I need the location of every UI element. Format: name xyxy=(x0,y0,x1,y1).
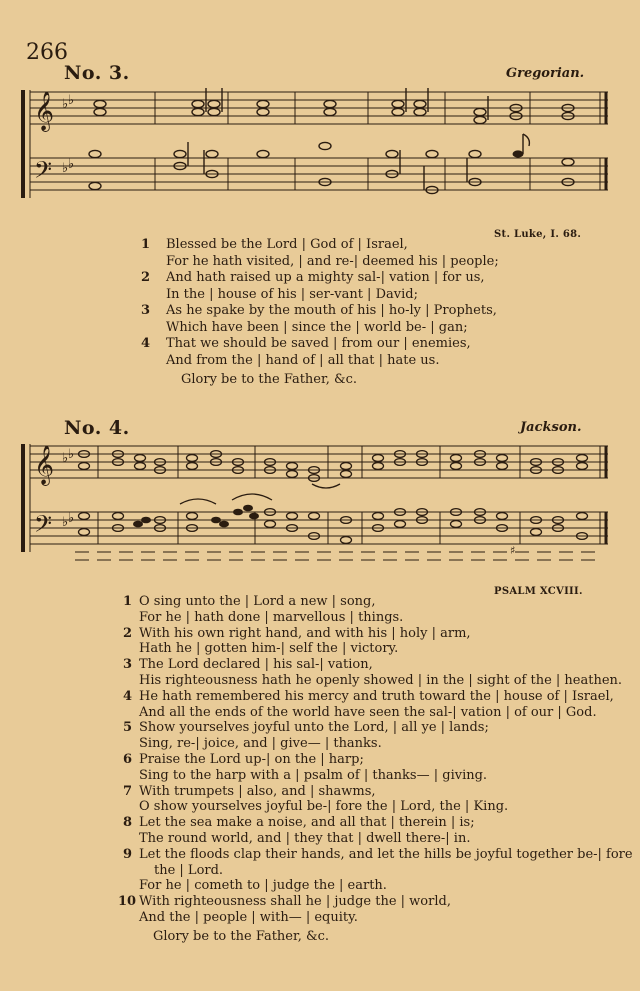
verse-line: And hath raised up a mighty sal-| vation | for us, xyxy=(166,270,485,285)
verse xyxy=(140,237,499,270)
verse-line: For he hath visited, | and re-| deemed his | people; xyxy=(166,253,499,269)
svg-text:♭: ♭ xyxy=(68,447,75,462)
verse-number: 7 xyxy=(122,783,132,799)
verse-line: And all the ends of the world have seen the sal-| vation | of our | God. xyxy=(139,704,597,720)
verse-line: O sing unto the | Lord a new | song, xyxy=(139,594,376,609)
verse xyxy=(140,270,499,303)
verse xyxy=(124,784,633,816)
verse-number: 4 xyxy=(122,688,132,704)
verse-line: His righteousness hath he openly showed | in the | sight of the | heathen. xyxy=(139,672,623,688)
verse-line: With trumpets | also, and | shawms, xyxy=(139,783,376,799)
verse-number: 3 xyxy=(140,303,150,318)
verse-number: 10 xyxy=(118,894,137,910)
verse-line: Show yourselves joyful unto the Lord, | all ye | lands; xyxy=(139,720,489,736)
verse xyxy=(124,847,633,894)
verse xyxy=(124,657,633,689)
svg-text:𝄞: 𝄞 xyxy=(34,91,55,131)
hymn-4-music-score xyxy=(20,440,620,570)
verse-number: 6 xyxy=(122,751,132,767)
svg-text:♭: ♭ xyxy=(68,93,75,108)
verse-number: 9 xyxy=(122,846,132,862)
verse-number: 2 xyxy=(122,625,132,641)
hymn-4-verses xyxy=(118,594,633,945)
svg-text:𝄞: 𝄞 xyxy=(34,445,55,485)
sharp-sign: ♯ xyxy=(510,544,516,557)
verse xyxy=(140,303,499,336)
verse-number: 1 xyxy=(140,237,150,252)
svg-text:♭: ♭ xyxy=(62,97,69,112)
svg-text:♭: ♭ xyxy=(62,451,69,466)
verse-line: That we should be saved | from our | enemies, xyxy=(166,336,471,351)
verse xyxy=(124,594,633,626)
svg-text:♭: ♭ xyxy=(68,157,75,172)
svg-text:♭: ♭ xyxy=(62,161,69,176)
verse-number: 2 xyxy=(140,270,150,285)
verse-line: And from the | hand of | all that | hate us. xyxy=(166,352,440,368)
verse-line: As he spake by the mouth of his | ho-ly | Prophets, xyxy=(166,303,497,318)
verse xyxy=(124,720,633,752)
verse xyxy=(124,815,633,847)
verse-number: 3 xyxy=(122,657,132,673)
verse-line: With his own right hand, and with his | holy | arm, xyxy=(139,625,471,641)
verse-line: Sing to the harp with a | psalm of | thanks— | giving. xyxy=(139,767,488,783)
hymn-3-verses xyxy=(140,237,499,389)
hymn-3-source: St. Luke, I. 68. xyxy=(494,229,582,240)
verse-line: With righteousness shall he | judge the | world, xyxy=(139,894,451,910)
verse-line: Blessed be the Lord | God of | Israel, xyxy=(166,237,408,252)
verse xyxy=(124,752,633,784)
verse-line: In the | house of his | ser-vant | David; xyxy=(166,286,418,302)
gloria-patri: Glory be to the Father, &c. xyxy=(181,372,358,387)
verse-line: Which have been | since the | world be- | gan; xyxy=(166,319,468,335)
verse-line: Let the floods clap their hands, and let the hills be joyful together be-| fore xyxy=(139,846,633,862)
verse-number: 4 xyxy=(140,336,150,351)
verse-line: O show yourselves joyful be-| fore the | Lord, the | King. xyxy=(139,799,509,815)
verse xyxy=(124,626,633,658)
verse-number: 1 xyxy=(122,594,132,609)
verse-number: 5 xyxy=(122,720,132,736)
hymn-4-composer: Jackson. xyxy=(520,420,582,435)
verse-line: For he | hath done | marvellous | things. xyxy=(139,609,404,625)
hymn-number-3: No. 3. xyxy=(64,62,130,84)
verse-line: Sing, re-| joice, and | give— | thanks. xyxy=(139,736,382,752)
page-number: 266 xyxy=(26,40,68,65)
verse xyxy=(118,894,633,926)
verse-line: the | Lord. xyxy=(154,862,224,878)
svg-text:𝄢: 𝄢 xyxy=(34,156,53,189)
verse-line: Praise the Lord up-| on the | harp; xyxy=(139,751,364,767)
verse-line: For he | cometh to | judge the | earth. xyxy=(139,878,387,894)
hymn-number-4: No. 4. xyxy=(64,417,130,439)
verse xyxy=(124,689,633,721)
svg-text:♭: ♭ xyxy=(62,515,69,530)
verse-line: Let the sea make a noise, and all that | therein | is; xyxy=(139,815,475,831)
verse xyxy=(140,336,499,369)
verse-line: The Lord declared | his sal-| vation, xyxy=(139,657,373,673)
hymn-3-music-score xyxy=(20,86,620,206)
gloria-patri: Glory be to the Father, &c. xyxy=(153,928,330,944)
svg-text:♭: ♭ xyxy=(68,511,75,526)
verse-line: The round world, and | they that | dwell there-| in. xyxy=(139,830,471,846)
hymn-3-composer: Gregorian. xyxy=(506,66,585,81)
hymn-4-source: PSALM XCVIII. xyxy=(494,586,583,597)
verse-line: Hath he | gotten him-| self the | victory. xyxy=(139,641,399,657)
verse-line: And the | people | with— | equity. xyxy=(139,909,358,925)
verse-line: He hath remembered his mercy and truth toward the | house of | Israel, xyxy=(139,688,614,704)
verse-number: 8 xyxy=(122,815,132,831)
svg-text:𝄢: 𝄢 xyxy=(34,510,53,543)
